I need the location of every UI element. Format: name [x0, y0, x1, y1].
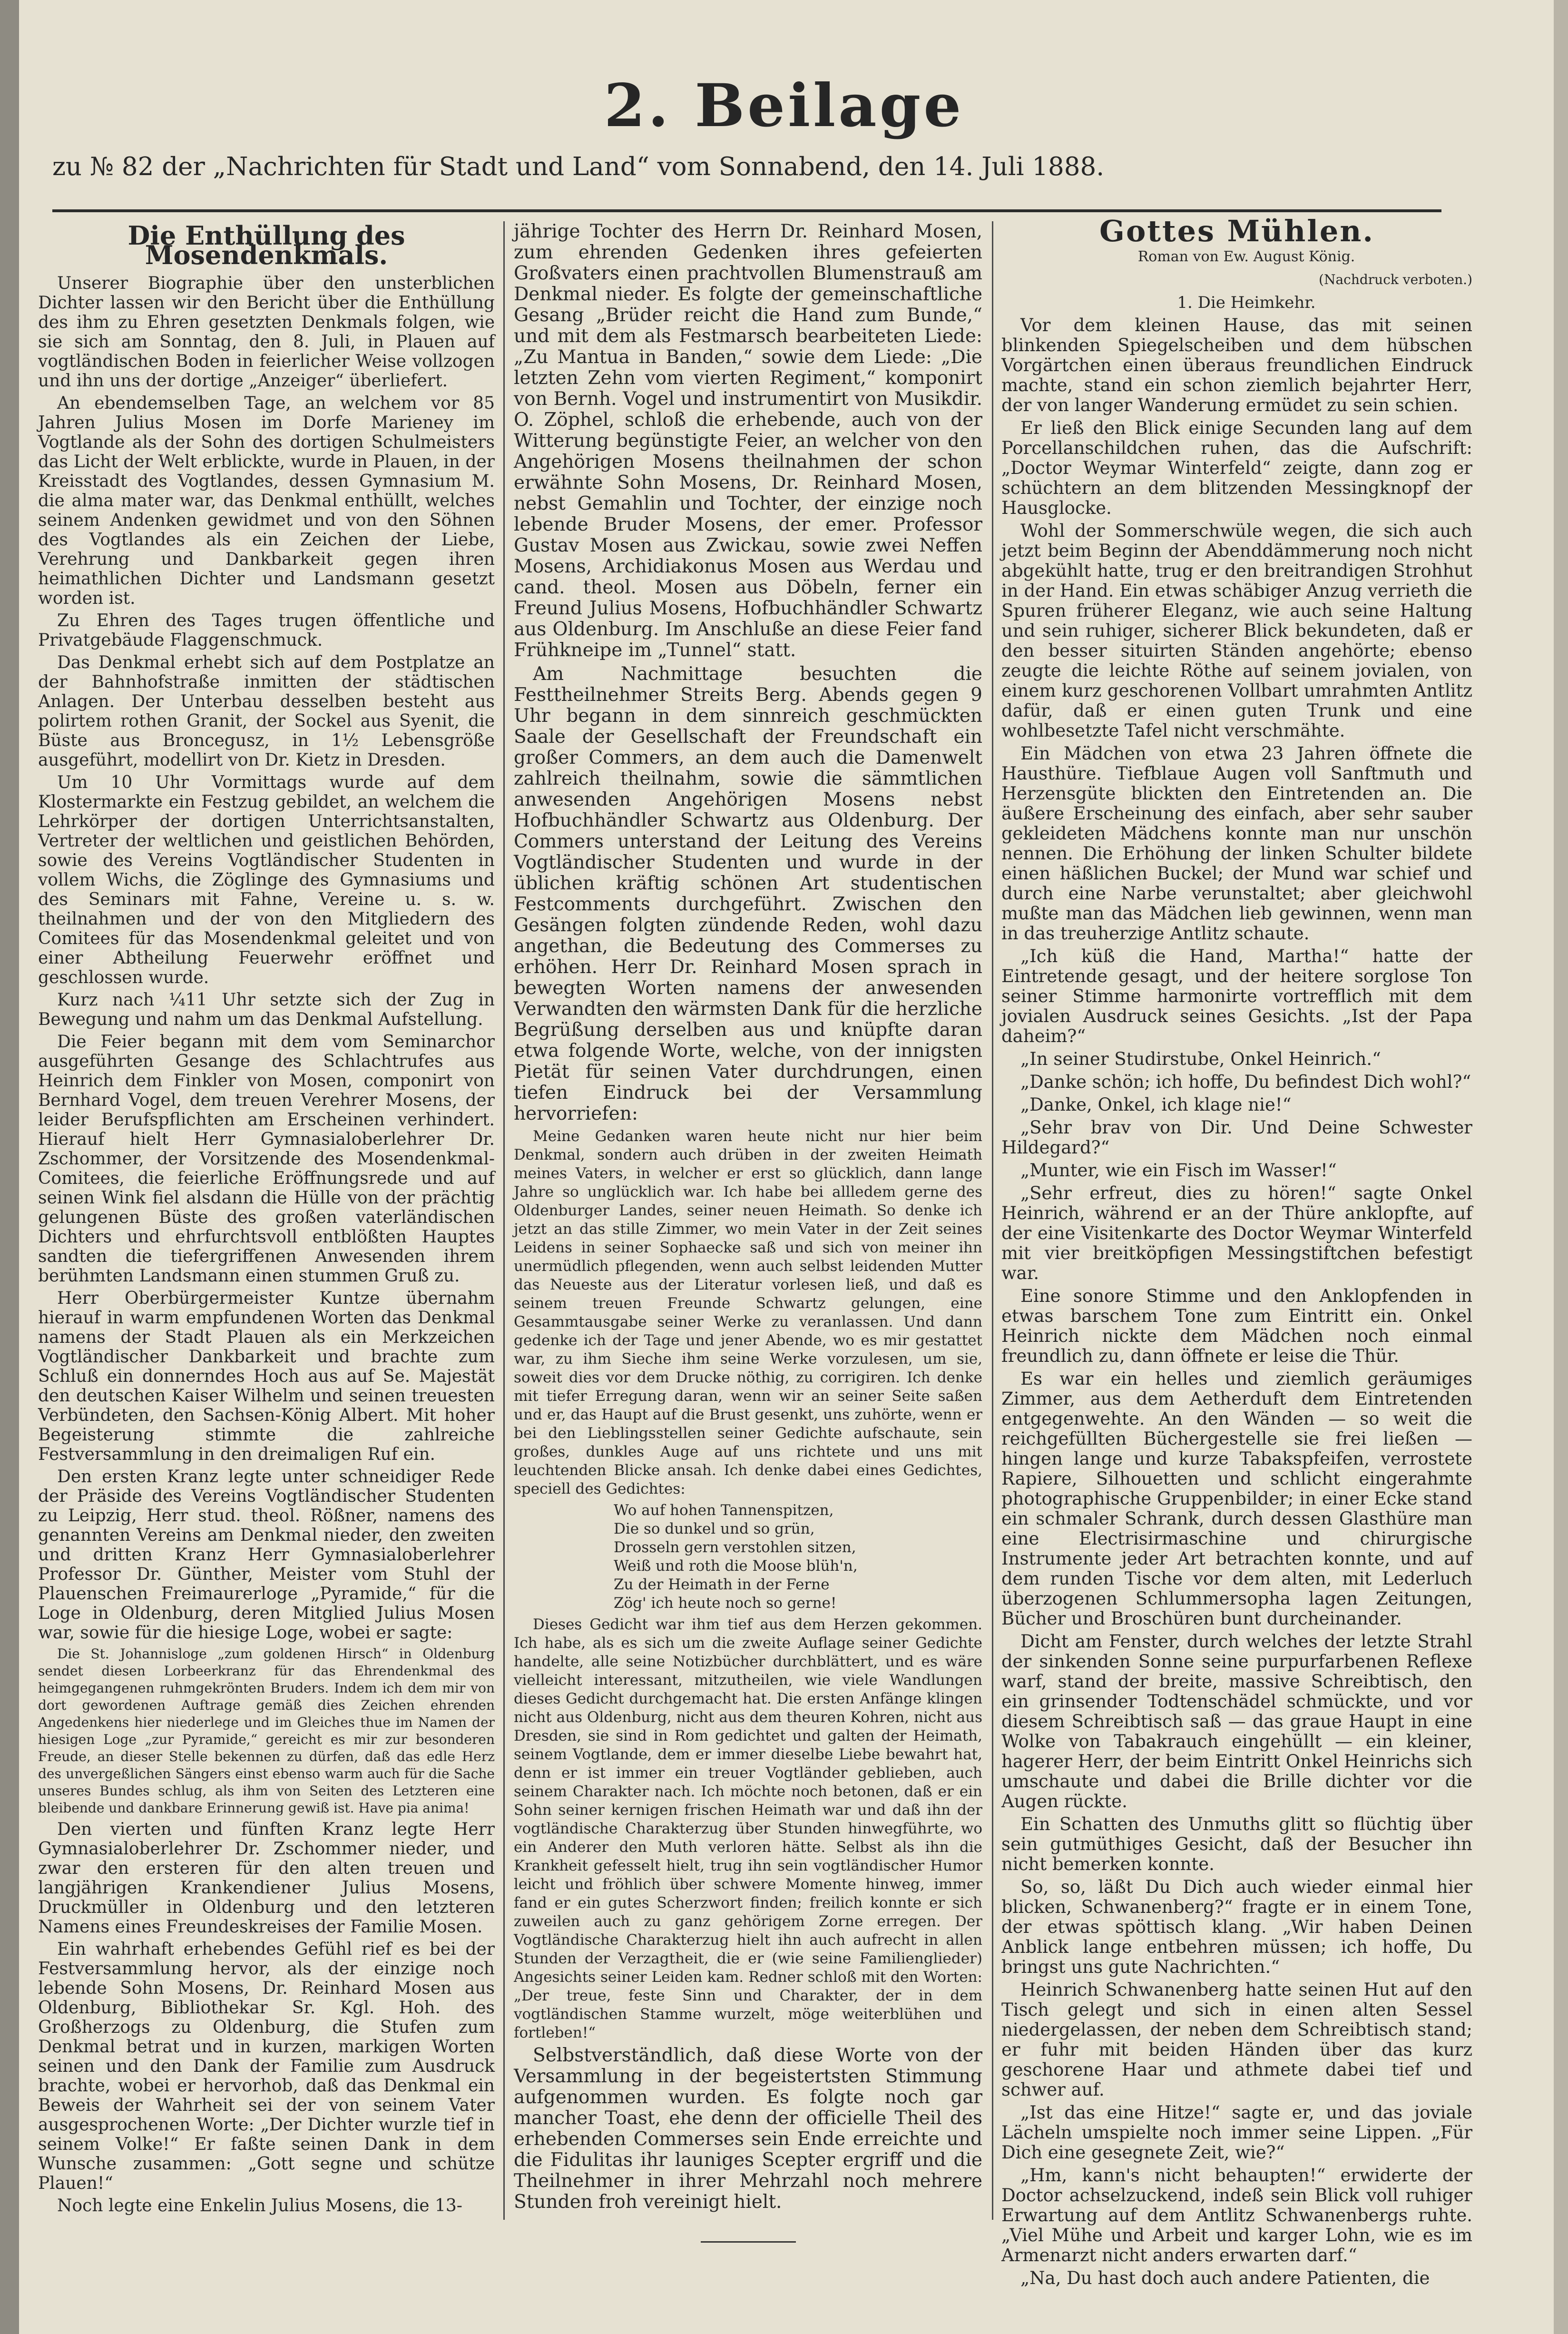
paragraph: Kurz nach ¼11 Uhr setzte sich der Zug in Bewegung und nahm um das Denkmal Aufstellung.	[38, 990, 495, 1029]
paragraph: jährige Tochter des Herrn Dr. Reinhard Mosen, zum ehrenden Gedenken ihres gefeierten Großvaters einen prachtvollen Blumenstrauß am Denkmal nieder. Es folgte der gemeinschaftliche Gesang „Brüder reicht die Hand zum Bunde,“ und mit dem als Festmarsch bearbeiteten Liede: „Zu Mantua in Banden,“ sowie dem Liede: „Die letzten Zehn vom vierten Regiment,“ komponirt von Bernh. Vogel und instrumentirt von Musikdir. O. Zöphel, schloß die erhebende, auch von der Witterung begünstigte Feier, an welcher von den Angehörigen Mosens theilnahmen der schon erwähnte Sohn Mosens, Dr. Reinhard Mosen, nebst Gemahlin und Tochter, der einzige noch lebende Bruder Mosens, der emer. Professor Gustav Mosen aus Zwickau, sowie zwei Neffen Mosens, Archidiakonus Mosen aus Werdau und cand. theol. Mosen aus Döbeln, ferner ein Freund Julius Mosens, Hofbuchhändler Schwartz aus Oldenburg. Im Anschluße an diese Feier fand Frühkneipe im „Tunnel“ statt.	[514, 221, 982, 661]
paragraph: „Hm, kann's nicht behaupten!“ erwiderte der Doctor achselzuckend, indeß sein Blick voll ruhiger Erwartung auf dem Antlitz Schwanenbergs ruhte. „Viel Mühe und Arbeit und karger Lohn, wie es im Armenarzt nicht anders erwarten darf.“	[1001, 2165, 1472, 2265]
paragraph: „Danke, Onkel, ich klage nie!“	[1020, 1094, 1292, 1115]
paragraph: Das Denkmal erhebt sich auf dem Postplatze an der Bahnhofstraße inmitten der städtischen Anlagen. Der Unterbau desselben besteht aus polirtem rothen Granit, der Sockel aus Syenit, die Büste aus Broncegusz, in 1½ Lebensgröße ausgeführt, modellirt von Dr. Kietz in Dresden.	[38, 653, 495, 770]
paragraph: „In seiner Studirstube, Onkel Heinrich.“	[1020, 1049, 1381, 1069]
paragraph: Am Nachmittage besuchten die Festtheilnehmer Streits Berg. Abends gegen 9 Uhr begann in dem sinnreich geschmückten Saale der Gesellschaft der Freundschaft ein großer Commers, an dem auch die Damenwelt zahlreich theilnahm, sowie die sämmtlichen anwesenden Angehörigen Mosens nebst Hofbuchhändler Schwartz aus Oldenburg. Der Commers unterstand der Leitung des Vereins Vogtländischer Studenten und wurde in der üblichen kräftig schönen Art studentischen Festcomments durchgeführt. Zwischen den Gesängen folgten zündende Reden, wohl dazu angethan, die Bedeutung des Commerses zu erhöhen. Herr Dr. Reinhard Mosen sprach in bewegten Worten namens der anwesenden Verwandten den wärmsten Dank für die herzliche Begrüßung derselben aus und knüpfte daran etwa folgende Worte, welche, von der innigsten Pietät für seinen Vater durchdrungen, einen tiefen Eindruck bei der Versammlung hervorriefen:	[514, 663, 982, 1124]
poem-line: Die so dunkel und so grün,	[614, 1520, 815, 1537]
paragraph: „Ich küß die Hand, Martha!“ hatte der Eintretende gesagt, und der heitere sorglose Ton seiner Stimme harmonirte vortrefflich mit dem jovialen Ausdruck seines Gesichts. „Ist der Papa daheim?“	[1001, 946, 1472, 1046]
page-edge-shadow-left	[0, 0, 19, 2334]
paragraph: „Munter, wie ein Fisch im Wasser!“	[1020, 1160, 1337, 1181]
poem-line: Wo auf hohen Tannenspitzen,	[614, 1502, 834, 1519]
supplement-subtitle: zu № 82 der „Nachrichten für Stadt und Land“ vom Sonnabend, den 14. Juli 1888.	[52, 152, 1105, 181]
paragraph: Es war ein helles und ziemlich geräumiges Zimmer, aus dem Aetherduft dem Eintretenden entgegenwehte. An den Wänden — so weit die reichgefüllten Büchergestelle sie frei ließen — hingen lange und kurze Tabakspfeifen, verrostete Rapiere, Silhouetten und schlicht eingerahmte photographische Gruppenbilder; in einer Ecke stand ein schmaler Schrank, durch dessen Glasthüre man eine Electrisirmaschine und chirurgische Instrumente jeder Art betrachten konnte, und auf dem runden Tische vor dem alten, mit Lederluch überzogenen Schlummersopha lagen Zeitungen, Bücher und Broschüren bunt durcheinander.	[1001, 1369, 1472, 1629]
paragraph: Ein Schatten des Unmuths glitt so flüchtig über sein gutmüthiges Gesicht, daß der Besucher ihn nicht bemerken konnte.	[1001, 1814, 1472, 1874]
supplement-title: 2. Beilage	[604, 71, 964, 140]
paragraph: Um 10 Uhr Vormittags wurde auf dem Klostermarkte ein Festzug gebildet, an welchem die Lehrkörper der dortigen Unterrichtsanstalten, Vertreter der weltlichen und geistlichen Behörden, sowie des Vereins Vogtländischer Studenten in vollem Wichs, die Zöglinge des Gymnasiums und des Seminars mit Fahne, Vereine u. s. w. theilnahmen und der von den Mitgliedern des Comitees für das Mosendenkmal geleitet und von einer Abtheilung Feuerwehr eröffnet und geschlossen wurde.	[38, 773, 495, 987]
page-edge-shadow-right	[1554, 0, 1568, 2334]
paragraph: „Danke schön; ich hoffe, Du befindest Dich wohl?“	[1020, 1072, 1471, 1092]
paragraph: An ebendemselben Tage, an welchem vor 85 Jahren Julius Mosen im Dorfe Marieney im Vogtlande als der Sohn des dortigen Schulmeisters das Licht der Welt erblickte, wurde in Plauen, in der Kreisstadt des Vogtlandes, dessen Gymnasium M. die alma mater war, das Denkmal enthüllt, welches seinem Andenken gewidmet und von den Söhnen des Vogtlandes als ein Zeichen der Liebe, Verehrung und Dankbarkeit gegen ihren heimathlichen Dichter und Landsmann gesetzt worden ist.	[38, 394, 495, 608]
paragraph: Die Feier begann mit dem vom Seminarchor ausgeführten Gesange des Schlachtrufes aus Heinrich dem Finkler von Mosen, componirt von Bernhard Vogel, dem treuen Verehrer Mosens, der leider Berufspflichten am Erscheinen verhindert. Hierauf hielt Herr Gymnasialoberlehrer Dr. Zschommer, der Vorsitzende des Mosendenkmal-Comitees, die feierliche Eröffnungsrede und auf seinen Wink fiel alsdann die Hülle von der prächtig gelungenen Büste des großen vaterländischen Dichters und ehrfurchtsvoll entblößten Hauptes sandten die tiefergriffenen Anwesenden ihrem berühmten Landsmann einen stummen Gruß zu.	[38, 1032, 495, 1286]
paragraph: Herr Oberbürgermeister Kuntze übernahm hierauf in warm empfundenen Worten das Denkmal namens der Stadt Plauen als ein Merkzeichen Vogtländischer Dankbarkeit und brachte zum Schluß ein donnerndes Hoch aus auf Se. Majestät den deutschen Kaiser Wilhelm und seinen treuesten Verbündeten, den Sachsen-König Albert. Mit hoher Begeisterung stimmte die zahlreiche Festversammlung in den dreimaligen Ruf ein.	[38, 1289, 495, 1464]
column-2	[514, 221, 982, 2243]
paragraph: Ein wahrhaft erhebendes Gefühl rief es bei der Festversammlung hervor, als der einzige noch lebende Sohn Mosens, Dr. Reinhard Mosen aus Oldenburg, Bibliothekar Sr. Kgl. Hoh. des Großherzogs zu Oldenburg, die Stufen zum Denkmal betrat und in kurzen, markigen Worten seinen und den Dank der Familie zum Ausdruck brachte, wobei er hervorhob, daß das Denkmal ein Beweis der Wahrheit sei der von seinem Vater ausgesprochenen Worte: „Der Dichter wurzle tief in seinem Volke!“ Er faßte seinen Dank in dem Wunsche zusammen: „Gott segne und schütze Plauen!“	[38, 1940, 495, 2193]
poem-line: Zög' ich heute noch so gerne!	[614, 1595, 837, 1612]
paragraph: „Ist das eine Hitze!“ sagte er, und das joviale Lächeln umspielte noch immer seine Lippen. „Für Dich eine gesegnete Zeit, wie?“	[1001, 2102, 1472, 2163]
end-of-article-rule	[701, 2241, 796, 2243]
paragraph: Den ersten Kranz legte unter schneidiger Rede der Präside des Vereins Vogtländischer Studenten zu Leipzig, Herr stud. theol. Rößner, namens des genannten Vereins am Denkmal nieder, den zweiten und dritten Kranz Herr Gymnasialoberlehrer Professor Dr. Günther, Meister vom Stuhl der Plauenschen Freimaurerloge „Pyramide,“ für die Loge in Oldenburg, deren Mitglied Julius Mosen war, sowie für die hiesige Loge, wobei er sagte:	[38, 1467, 495, 1643]
article-heading: Die Enthüllung des Mosendenkmals.	[127, 220, 405, 270]
paragraph: „Sehr erfreut, dies zu hören!“ sagte Onkel Heinrich, während er an der Thüre anklopfte, auf der eine Visitenkarte des Doctor Weymar Winterfeld mit vier breitköpfigen Messingstiftchen befestigt war.	[1001, 1183, 1472, 1283]
paragraph: Noch legte eine Enkelin Julius Mosens, die 13-	[57, 2196, 462, 2216]
paragraph: Vor dem kleinen Hause, das mit seinen blinkenden Spiegelscheiben und dem hübschen Vorgärtchen einen überaus freundlichen Eindruck machte, stand ein schon ziemlich bejahrter Herr, der von langer Wanderung ermüdet zu sein schien.	[1001, 315, 1472, 415]
column-rule-2	[992, 221, 993, 2220]
quoted-speech: Dieses Gedicht war ihm tief aus dem Herzen gekommen. Ich habe, als es sich um die zweite Auflage seiner Gedichte handelte, alle seine Notizbücher durchblättert, und es wäre vielleicht interessant, mitzutheilen, wie viele Wandlungen dieses Gedicht durchgemacht hat. Die ersten Anfänge klingen nicht aus Oldenburg, nicht aus dem theuren Kohren, nicht aus Dresden, sie sind in Rom gedichtet und galten der Heimath, seinem Vogtlande, dem er immer dieselbe Liebe bewahrt hat, denn er ist immer ein treuer Vogtländer geblieben, auch seinem Charakter nach. Ich möchte noch betonen, daß er ein Sohn seiner kernigen frischen Heimath war und daß ihn der vogtländische Charakterzug über Stunden hinwegführte, wo ein Anderer den Muth verloren hätte. Selbst als ihn die Krankheit gefesselt hielt, trug ihn sein vogtländischer Humor leicht und fröhlich über schwere Momente hinweg, immer fand er ein gutes Scherzwort finden; freilich konnte er sich zuweilen auch zu ganz gehörigem Zorne erregen. Der Vogtländische Charakterzug hielt ihn auch aufrecht in allen Stunden der Verzagtheit, die er (wie seine Familienglieder) Angesichts seiner Leiden kam. Redner schloß mit den Worten: „Der treue, feste Sinn und Charakter, der in dem vogtländischen Stamme wurzelt, möge weiterblühen und fortleben!“	[514, 1616, 982, 2041]
header-rule	[52, 209, 1441, 212]
poem-line: Drosseln gern verstohlen sitzen,	[614, 1539, 856, 1556]
novel-byline: Roman von Ew. August König.	[1137, 248, 1355, 265]
reprint-note: (Nachdruck verboten.)	[1319, 272, 1472, 287]
column-1	[38, 221, 495, 2218]
quoted-speech: Die St. Johannisloge „zum goldenen Hirsch“ in Oldenburg sendet diesen Lorbeerkranz für das Ehrendenkmal des heimgegangenen ruhmgekrönten Bruders. Indem ich dem mir von dort gewordenen Auftrage gemäß dies Zeichen ehrenden Angedenkens hier niederlege und im Gleiches thue im Namen der hiesigen Loge „zur Pyramide,“ gereicht es mir zur besonderen Freude, an dieser Stelle bekennen zu dürfen, daß das edle Herz des unvergeßlichen Sängers einst ebenso warm auch für die Sache unseres Bundes schlug, als ihm von Seiten des Letzteren eine bleibende und dankbare Erinnerung gewiß ist. Have pia anima!	[38, 1646, 495, 1816]
paragraph: Selbstverständlich, daß diese Worte von der Versammlung in der begeistertsten Stimmung aufgenommen wurden. Es folgte noch gar mancher Toast, ehe denn der officielle Theil des erhebenden Commerses sein Ende erreichte und die Fidulitas ihr launiges Scepter ergriff und die Theilnehmer in ihrer Mehrzahl noch mehrere Stunden froh vereinigt hielt.	[514, 2045, 982, 2213]
paragraph: Wohl der Sommerschwüle wegen, die sich auch jetzt beim Beginn der Abenddämmerung noch nicht abgekühlt hatte, trug er den breitrandigen Strohhut in der Hand. Ein etwas schäbiger Anzug verrieth die Spuren früherer Eleganz, wie auch seine Haltung und sein ruhiger, sicherer Blick bekundeten, daß er den besser situirten Ständen angehörte; ebenso zeugte die leichte Röthe auf seinem jovialen, von einem kurz geschorenen Vollbart umrahmten Antlitz dafür, daß er einen guten Trunk und eine wohlbesetzte Tafel nicht verschmähte.	[1001, 521, 1472, 741]
paragraph: Eine sonore Stimme und den Anklopfenden in etwas barschem Tone zum Eintritt ein. Onkel Heinrich nickte dem Mädchen noch einmal freundlich zu, dann öffnete er leise die Thür.	[1001, 1286, 1472, 1366]
paragraph: Den vierten und fünften Kranz legte Herr Gymnasialoberlehrer Dr. Zschommer nieder, und zwar den ersteren für den alten treuen und langjährigen Krankendiener Julius Mosens, Druckmüller in Oldenburg und den letzteren Namens eines Freundeskreises der Familie Mosen.	[38, 1820, 495, 1937]
paragraph: „Sehr brav von Dir. Und Deine Schwester Hildegard?“	[1001, 1117, 1472, 1158]
quoted-speech: Meine Gedanken waren heute nicht nur hier beim Denkmal, sondern auch drüben in der zweiten Heimath meines Vaters, in welcher er erst so glücklich, dann lange Jahre so unglücklich war. Ich habe bei allledem gerne des Oldenburger Landes, seiner neuen Heimath. So denke ich jetzt an das stille Zimmer, wo mein Vater in der Zeit seines Leidens in seiner Sophaecke saß und sich von meiner ihn unermüdlich pflegenden, wenn auch selbst leidenden Mutter das Neueste aus der Literatur vorlesen ließ, und daß es seinem treuen Freunde Schwartz gelungen, eine Gesammtausgabe seiner Werke zu veranlassen. Und dann gedenke ich der Tage und jener Abende, wo es mir gestattet war, zu ihm Sieche ihm seine Werke vorzulesen, um sie, soweit dies vor dem Drucke nöthig, zu corrigiren. Ich denke mit tiefer Erregung daran, wenn wir an seiner Seite saßen und er, das Haupt auf die Brust gesenkt, uns zuhörte, wenn er bei den Lieblingsstellen seiner Gedichte aufschaute, sein großes, dunkles Auge auf uns richtete und uns mit leuchtenden Blicke ansah. Ich denke dabei eines Gedichtes, speciell des Gedichtes:	[514, 1128, 982, 1497]
poem-line: Zu der Heimath in der Ferne	[614, 1576, 830, 1593]
paragraph: Heinrich Schwanenberg hatte seinen Hut auf den Tisch gelegt und sich in einen alten Sessel niedergelassen, der neben dem Schreibtisch stand; er fuhr mit beiden Händen über das kurz geschorene Haar und athmete dabei tief und schwer auf.	[1001, 1979, 1472, 2100]
poem	[514, 1501, 982, 1613]
paragraph: Unserer Biographie über den unsterblichen Dichter lassen wir den Bericht über die Enthüllung des ihm zu Ehren gesetzten Denkmals folgen, wie sie sich am Sonntag, den 8. Juli, in Plauen auf vogtländischen Boden in feierlicher Weise vollzogen und ihn uns der dortige „Anzeiger“ überliefert.	[38, 274, 495, 391]
paragraph: So, so, läßt Du Dich auch wieder einmal hier blicken, Schwanenberg?“ fragte er in einem Tone, der etwas spöttisch klang. „Wir haben Deinen Anblick lange entbehren müssen; ich hoffe, Du bringst uns gute Nachrichten.“	[1001, 1877, 1472, 1977]
poem-line: Weiß und roth die Moose blüh'n,	[614, 1557, 858, 1575]
column-3	[1001, 214, 1472, 2291]
novel-title: Gottes Mühlen.	[1099, 214, 1374, 248]
paragraph: Dicht am Fenster, durch welches der letzte Strahl der sinkenden Sonne seine purpurfarbenen Reflexe warf, stand der breite, massive Schreibtisch, den ein grinsender Todtenschädel schmückte, und vor diesem Schreibtisch saß — das graue Haupt in eine Wolke von Tabakrauch eingehüllt — ein kleiner, hagerer Herr, der beim Eintritt Onkel Heinrichs sich umschaute und dabei die Brille dichter vor die Augen rückte.	[1001, 1631, 1472, 1812]
paragraph: Er ließ den Blick einige Secunden lang auf dem Porcellanschildchen ruhen, das die Aufschrift: „Doctor Weymar Winterfeld“ zeigte, dann zog er schüchtern an dem blitzenden Messingknopf der Hausglocke.	[1001, 418, 1472, 518]
paragraph: Ein Mädchen von etwa 23 Jahren öffnete die Hausthüre. Tiefblaue Augen voll Sanftmuth und Herzensgüte blickten den Eintretenden an. Die äußere Erscheinung des einfach, aber sehr sauber gekleideten Mädchens konnte man nur unschön nennen. Die Erhöhung der linken Schulter bildete einen häßlichen Buckel; der Mund war schief und durch eine Narbe verunstaltet; aber gleichwohl mußte man das Mädchen lieb gewinnen, wenn man in das treuherzige Antlitz schaute.	[1001, 743, 1472, 944]
paragraph: Zu Ehren des Tages trugen öffentliche und Privatgebäude Flaggenschmuck.	[38, 611, 495, 650]
paragraph: „Na, Du hast doch auch andere Patienten, die	[1020, 2268, 1430, 2288]
column-rule-1	[503, 221, 505, 2220]
chapter-title: 1. Die Heimkehr.	[1177, 293, 1316, 312]
